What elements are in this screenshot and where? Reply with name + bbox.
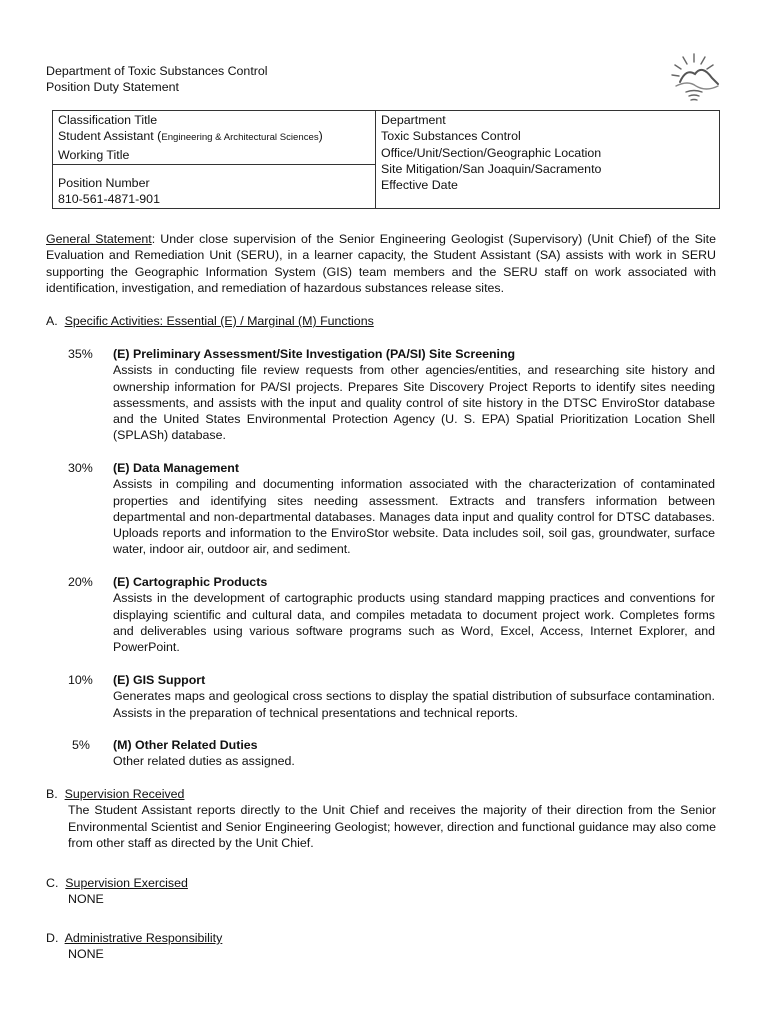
office-label: Office/Unit/Section/Geographic Location [381, 145, 602, 160]
activity-4-title: (E) GIS Support [113, 673, 206, 687]
section-d-text: NONE [68, 947, 104, 962]
section-c-text: NONE [68, 892, 104, 907]
section-a-title: Specific Activities: Essential (E) / Marginal (M) Functions [64, 314, 374, 328]
document-header [46, 63, 606, 96]
activity-3-percent: 20% [68, 575, 93, 589]
section-b-text: The Student Assistant reports directly to the Unit Chief and receives the majority of their direction from the Senior Environmental Scientist and Senior Engineering Geologist; however, direction and functional guidance may also come from other staff as directed by the Unit Chief. [68, 803, 716, 850]
section-c-heading [46, 875, 716, 891]
section-d-title: Administrative Responsibility [64, 931, 223, 945]
section-b-letter: B. [46, 787, 58, 801]
department-cell [376, 111, 720, 209]
classification-value: Student Assistant (Engineering & Architectural Sciences) [58, 129, 323, 144]
activity-1 [113, 346, 715, 444]
activity-2-text: Assists in compiling and documenting information associated with the characterization of contaminated properties and identifying sites needing assessment. Extracts and transfers information between departmental and non-departmental databases. Manages data input and quality control for DTSC databases. Uploads reports and information to the EnviroStor website. Data includes soil, soil gas, groundwater, surface water, indoor air, outdoor air, and sediment. [113, 477, 715, 557]
office-value: Site Mitigation/San Joaquin/Sacramento [381, 161, 602, 176]
header-line-2: Position Duty Statement [46, 80, 179, 95]
position-number-value: 810-561-4871-901 [58, 192, 160, 207]
section-a-letter: A. [46, 314, 58, 328]
position-number-cell [53, 164, 376, 209]
activity-2 [113, 460, 715, 558]
section-d-heading [46, 930, 716, 946]
activity-1-title: (E) Preliminary Assessment/Site Investigation (PA/SI) Site Screening [113, 347, 516, 361]
section-c-title: Supervision Exercised [65, 876, 188, 890]
activity-4 [113, 672, 715, 721]
activity-5-text: Other related duties as assigned. [113, 754, 295, 769]
activity-4-percent: 10% [68, 673, 93, 687]
dtsc-logo-icon [666, 50, 724, 106]
section-b [46, 786, 716, 851]
classification-label: Classification Title [58, 113, 158, 127]
effective-date-label: Effective Date [381, 178, 458, 193]
position-number-label: Position Number [58, 175, 150, 190]
section-d-letter: D. [46, 931, 59, 945]
header-line-1: Department of Toxic Substances Control [46, 64, 268, 78]
working-title-label: Working Title [58, 147, 130, 162]
activity-5 [113, 737, 715, 770]
general-statement-label: General Statement [46, 232, 152, 246]
general-statement [46, 231, 716, 296]
section-c-letter: C. [46, 876, 59, 890]
department-label: Department [381, 113, 446, 127]
activity-3-text: Assists in the development of cartographic products using standard mapping practices and conventions for displaying scientific and cultural data, and compiles metadata to document project work. Completes forms and deliverables using various software programs such as Word, Excel, Access, Internet Explorer, and PowerPoint. [113, 591, 715, 655]
activity-5-title: (M) Other Related Duties [113, 738, 258, 752]
activity-1-text: Assists in conducting file review requests from other agencies/entities, and researching site history and ownership information for PA/SI projects. Prepares Site Discovery Project Reports to identify sites needing assessments, and assists with the input and quality control of site history in the DTSC EnviroStor database and the United States Environmental Protection Agency (U. S. EPA) Spatial Prioritization Location Shell (SPLASh) database. [113, 363, 715, 443]
position-info-table [52, 110, 720, 209]
activity-2-percent: 30% [68, 461, 93, 475]
section-a-heading [46, 313, 716, 329]
activity-3 [113, 574, 715, 655]
activity-5-percent: 5% [72, 738, 90, 752]
general-statement-text: : Under close supervision of the Senior Engineering Geologist (Supervisory) (Unit Chief) of the Site Evaluation and Remediation Unit (SERU), in a learner capacity, the Student Assistant (SA) assists with work in SERU supporting the Geographic Information System (GIS) team members and the SERU staff on work associated with identification, investigation, and remediation of hazardous substances release sites. [46, 232, 716, 295]
department-value: Toxic Substances Control [381, 129, 521, 144]
activity-3-title: (E) Cartographic Products [113, 575, 268, 589]
activity-2-title: (E) Data Management [113, 461, 239, 475]
section-c [46, 875, 716, 908]
classification-cell [53, 111, 376, 165]
activity-4-text: Generates maps and geological cross sections to display the spatial distribution of subsurface contamination. Assists in the preparation of technical presentations and technical reports. [113, 689, 715, 720]
section-b-title: Supervision Received [64, 787, 185, 801]
activity-1-percent: 35% [68, 347, 93, 361]
section-d [46, 930, 716, 963]
section-b-heading [46, 786, 716, 802]
